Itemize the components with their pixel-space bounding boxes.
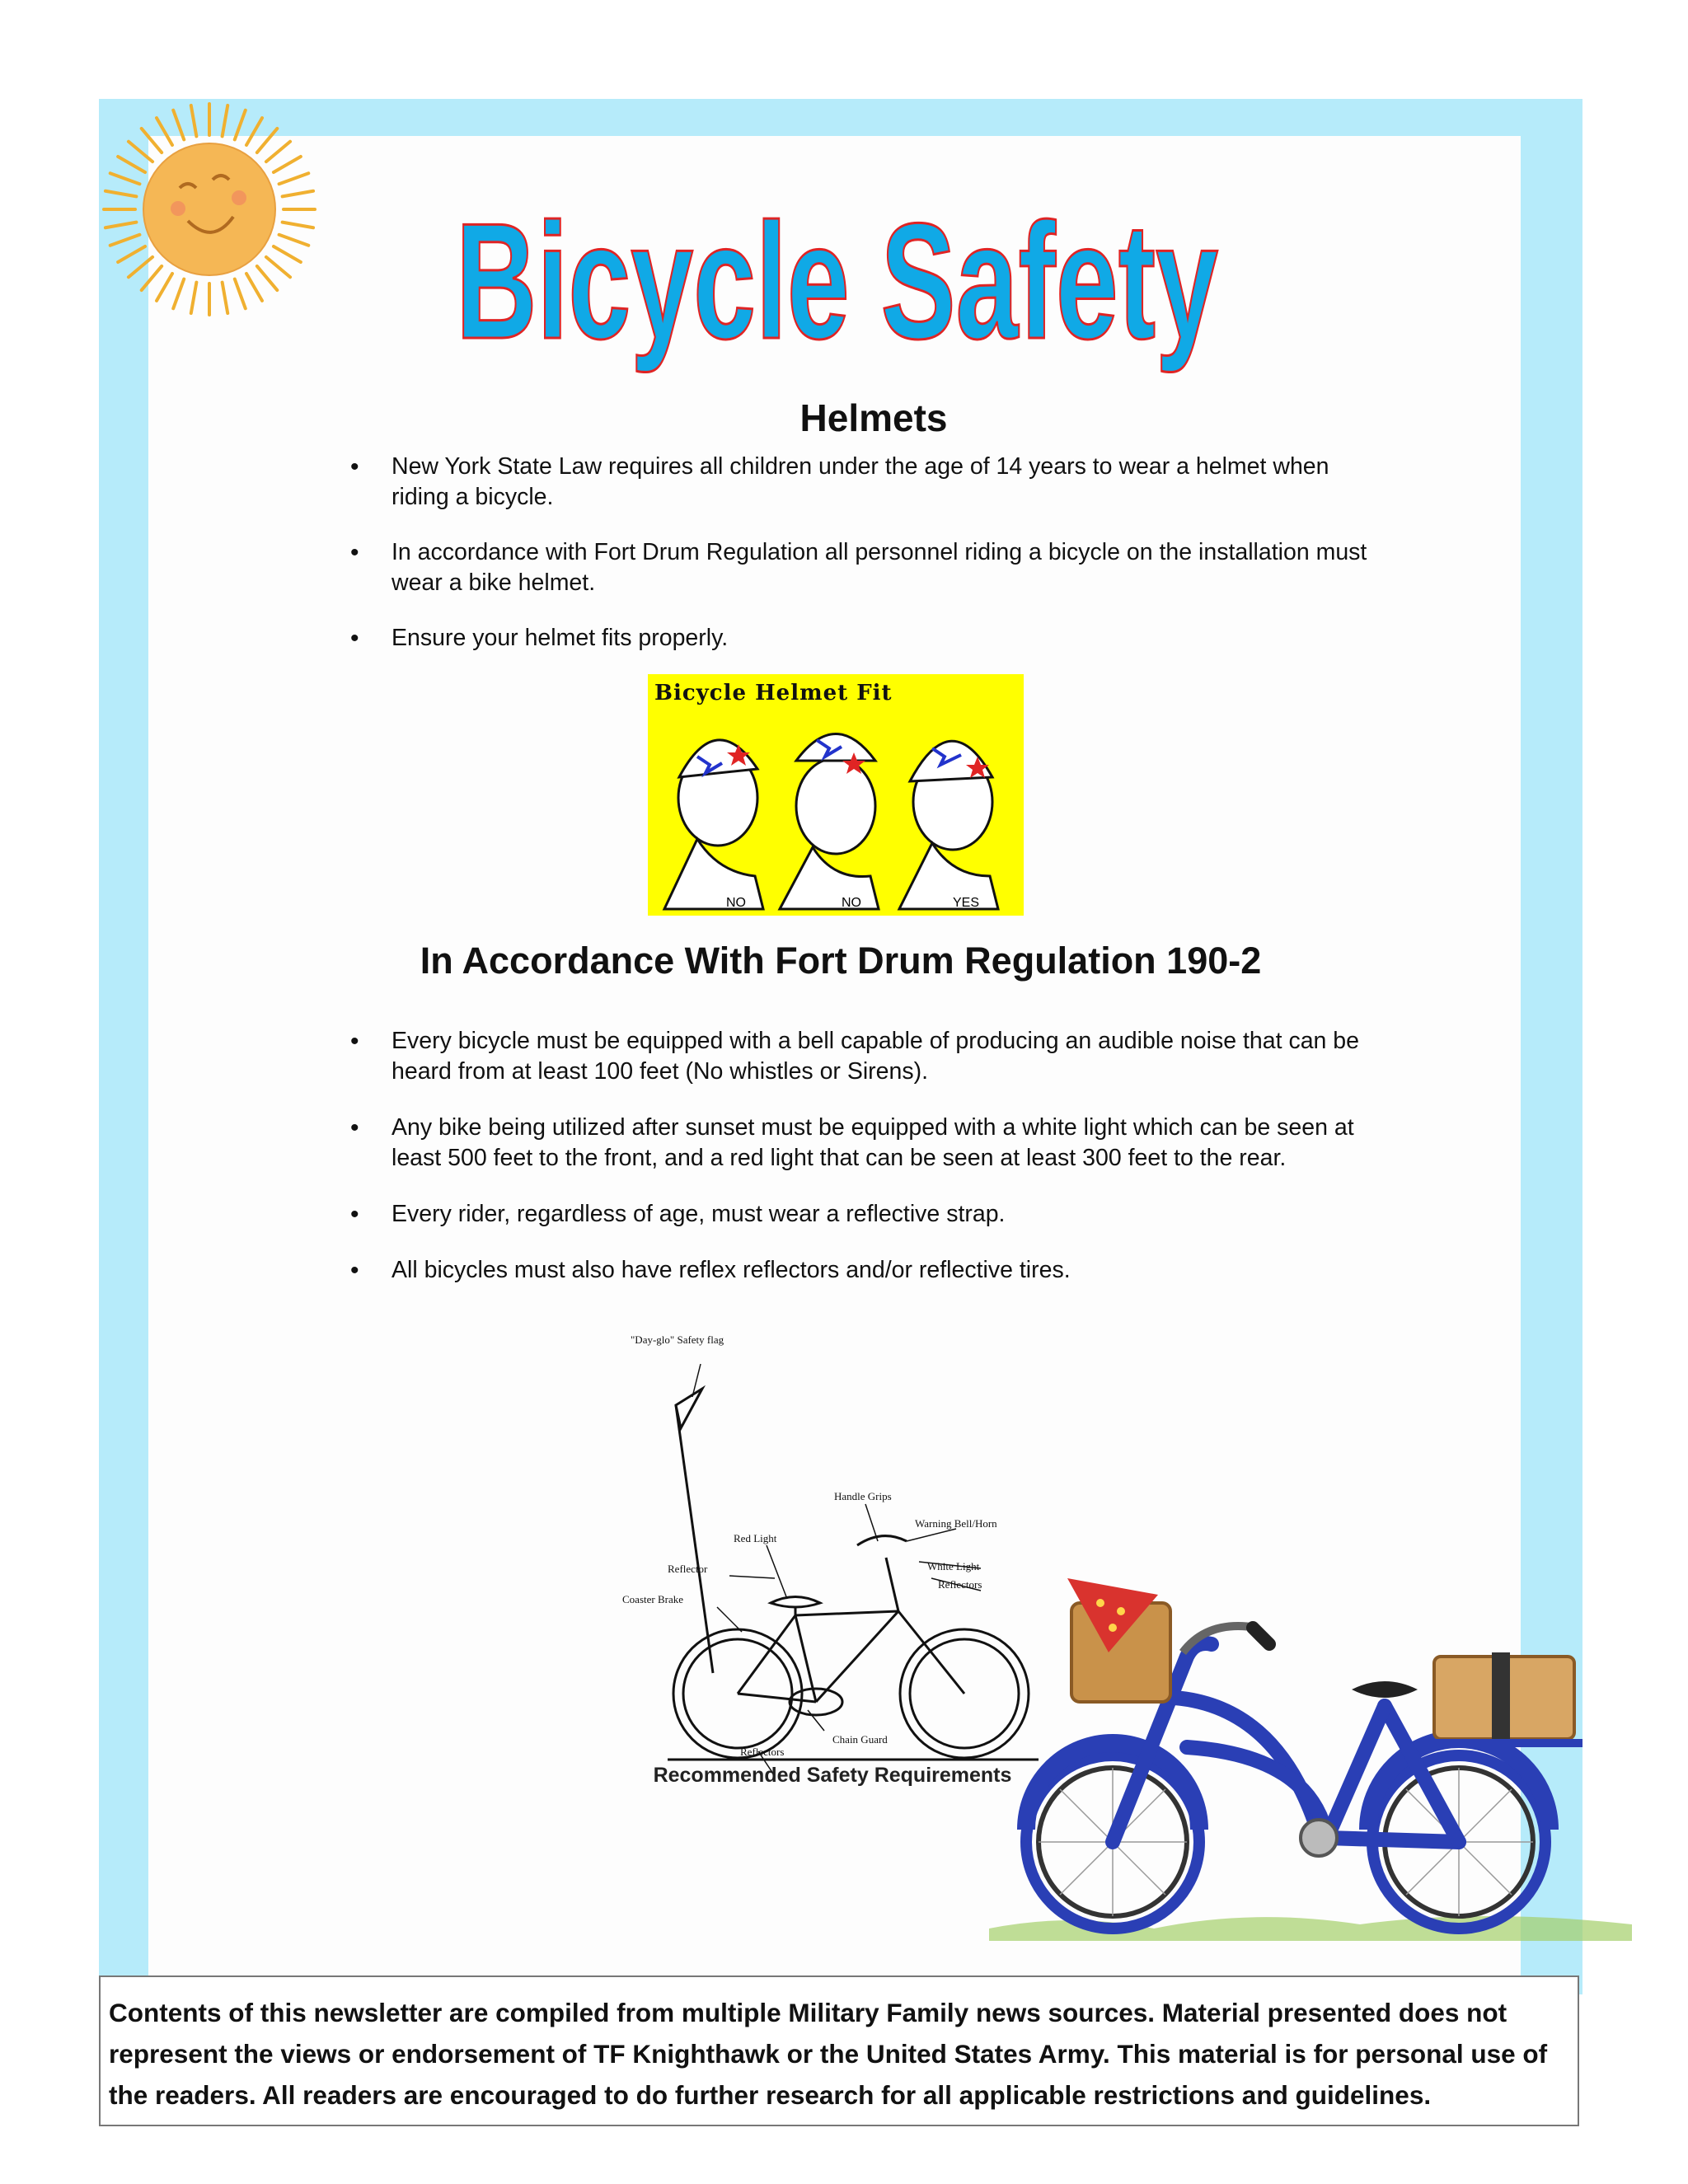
list-item: • Every rider, regardless of age, must wear a reflective strap.: [350, 1199, 1381, 1230]
bicycle-safety-diagram: [610, 1331, 1039, 1784]
helmets-heading: Helmets: [799, 396, 948, 439]
label-coaster-brake: Coaster Brake: [622, 1593, 684, 1605]
list-item: • In accordance with Fort Drum Regulation all personnel riding a bicycle on the installation must wear a bike helmet.: [350, 537, 1381, 598]
list-item: • Ensure your helmet fits properly.: [350, 623, 1381, 654]
label-handle-grips: Handle Grips: [834, 1490, 892, 1502]
regulation-heading: In Accordance With Fort Drum Regulation 190-2: [420, 940, 1262, 982]
fit-label-3: YES: [953, 896, 980, 910]
page-title-text: Bicycle Safety: [456, 190, 1218, 373]
head-illustration-no-1: [664, 740, 763, 909]
helmets-bullet-list: [350, 452, 1381, 678]
regulation-bullet-list: [350, 1026, 1381, 1311]
list-item: • Any bike being utilized after sunset must be equipped with a white light which can be seen at least 500 feet to the front, and a red light that can be seen at least 300 feet to the rear.: [350, 1113, 1381, 1174]
label-white-light: White Light: [927, 1560, 980, 1572]
fit-label-2: NO: [842, 896, 861, 910]
list-item: • Every bicycle must be equipped with a bell capable of producing an audible noise that can be heard from at least 100 feet (No whistles or Sirens).: [350, 1026, 1381, 1087]
sun-illustration: [97, 97, 321, 321]
list-item: • All bicycles must also have reflex reflectors and/or reflective tires.: [350, 1255, 1381, 1286]
head-illustration-no-2: [780, 734, 879, 910]
page-title: [449, 177, 1228, 375]
head-illustration-yes: [899, 741, 998, 909]
label-reflectors-bottom: Reflectors: [740, 1746, 785, 1758]
list-item: • New York State Law requires all children under the age of 14 years to wear a helmet when riding a bicycle.: [350, 452, 1381, 513]
label-reflector-rear: Reflector: [668, 1563, 708, 1575]
helmet-fit-title: Bicycle Helmet Fit: [654, 681, 893, 705]
helmet-fit-figure: [648, 674, 1024, 916]
blue-bicycle-illustration: [989, 1566, 1632, 1945]
label-reflectors-front: Reflectors: [938, 1578, 982, 1591]
fit-label-1: NO: [726, 896, 746, 910]
newsletter-disclaimer: Contents of this newsletter are compiled from multiple Military Family news sources. Material presented does not represent the views or endorsement of TF Knighthawk or the United States Army. This material is for personal use of the readers. All readers are encouraged to do further research for all applicable restrictions and guidelines.: [99, 1975, 1579, 2126]
sun-icon: [97, 97, 321, 321]
label-red-light: Red Light: [734, 1532, 777, 1544]
label-chain-guard: Chain Guard: [832, 1733, 888, 1746]
label-warning-bell: Warning Bell/Horn: [915, 1517, 997, 1530]
label-safety-flag: "Day-glo" Safety flag: [631, 1333, 724, 1346]
diagram-caption: Recommended Safety Requirements: [653, 1764, 1012, 1787]
